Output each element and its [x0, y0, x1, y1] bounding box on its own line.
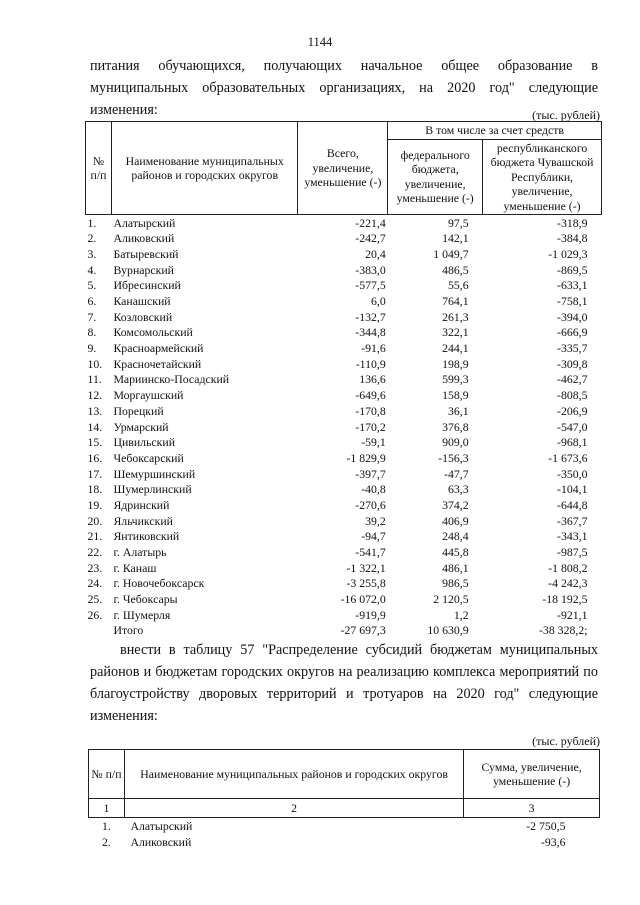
cell-name: г. Новочебоксарск	[113, 576, 205, 591]
cell-sum: -2 750,5	[526, 818, 566, 833]
cell-name: Урмарский	[113, 419, 169, 434]
cell-num: 26.	[87, 607, 103, 622]
cell-total: -91,6	[361, 341, 386, 356]
table-row	[86, 435, 602, 451]
cell-num: 8.	[87, 325, 97, 340]
table-row	[86, 356, 602, 372]
table-row	[86, 560, 602, 576]
t2-col-index-1: 1	[89, 799, 125, 818]
cell-name: Комсомольский	[113, 325, 193, 340]
cell-federal: 142,1	[442, 231, 469, 246]
cell-num: 1.	[102, 818, 111, 833]
cell-num: 18.	[87, 482, 103, 497]
table-row	[86, 450, 602, 466]
cell-republic: -547,0	[557, 419, 588, 434]
second-paragraph-text: внести в таблицу 57 "Распределение субсидий бюджетам муниципальных районов и бюджетам городских округов на реализацию комплекса мероприятий по благоустройству дворовых территорий и тротуаров на 2020 год" следующие изменения:	[90, 642, 598, 724]
cell-name: Моргаушский	[113, 388, 184, 403]
cell-total: -1 829,9	[346, 450, 386, 465]
cell-total: 136,6	[359, 372, 386, 387]
header-num: № п/п	[86, 122, 112, 215]
cell-num: 13.	[87, 403, 103, 418]
table-row	[86, 544, 602, 560]
cell-num: 25.	[87, 592, 103, 607]
table-row	[86, 482, 602, 498]
cell-federal: 2 120,5	[433, 592, 469, 607]
cell-name: Итого	[113, 623, 144, 638]
header-federal: федерального бюджета, увеличение, уменьшение (-)	[388, 139, 483, 215]
cell-republic: -1 029,3	[548, 246, 588, 261]
cell-federal: 376,8	[442, 419, 469, 434]
cell-republic: -869,5	[557, 262, 588, 277]
table1-unit: (тыс. рублей)	[532, 108, 600, 122]
cell-num: 2.	[102, 834, 111, 849]
cell-num: 21.	[87, 529, 103, 544]
t2-header-name: Наименование муниципальных районов и городских округов	[124, 750, 463, 799]
cell-republic: -335,7	[557, 341, 588, 356]
subsidy-changes-table	[85, 121, 602, 639]
cell-num: 15.	[87, 435, 103, 450]
header-total: Всего, увеличение, уменьшение (-)	[298, 122, 388, 215]
cell-federal: 158,9	[442, 388, 469, 403]
cell-name: Шемуршинский	[113, 466, 196, 481]
cell-name: Янтиковский	[113, 529, 180, 544]
cell-total: -170,8	[355, 403, 386, 418]
table-row	[86, 231, 602, 247]
t2-header-num: № п/п	[89, 750, 125, 799]
cell-federal: -156,3	[438, 450, 469, 465]
cell-name: г. Шумерля	[113, 607, 171, 622]
cell-total: -1 322,1	[346, 560, 386, 575]
cell-total: -27 697,3	[340, 623, 386, 638]
cell-federal: 445,8	[442, 545, 469, 560]
cell-federal: 10 630,9	[427, 623, 469, 638]
cell-total: -577,5	[355, 278, 386, 293]
cell-num: 5.	[87, 278, 97, 293]
intro-paragraph: питания обучающихся, получающих начальное общее образование в муниципальных образовательных организациях, на 2020 год" следующие изменения:	[90, 58, 598, 118]
cell-federal: 599,3	[442, 372, 469, 387]
cell-name: Канашский	[113, 294, 171, 309]
cell-republic: -666,9	[557, 325, 588, 340]
cell-num: 4.	[87, 262, 97, 277]
cell-federal: 261,3	[442, 309, 469, 324]
cell-republic: -462,7	[557, 372, 588, 387]
cell-federal: 909,0	[442, 435, 469, 450]
table2-unit: (тыс. рублей)	[532, 734, 600, 748]
cell-republic: -384,8	[557, 231, 588, 246]
cell-republic: -633,1	[557, 278, 588, 293]
cell-republic: -104,1	[557, 482, 588, 497]
table-row	[86, 293, 602, 309]
cell-name: Яльчикский	[113, 513, 173, 528]
cell-name: Порецкий	[113, 403, 164, 418]
cell-federal: 248,4	[442, 529, 469, 544]
table-row	[86, 623, 602, 639]
cell-name: Цивильский	[113, 435, 176, 450]
cell-name: Красноармейский	[113, 341, 204, 356]
table-row	[86, 325, 602, 341]
table-row	[86, 372, 602, 388]
cell-republic: -758,1	[557, 294, 588, 309]
cell-federal: 374,2	[442, 497, 469, 512]
table-row	[86, 513, 602, 529]
cell-total: -221,4	[355, 215, 386, 230]
cell-name: Чебоксарский	[113, 450, 184, 465]
cell-total: -40,8	[361, 482, 386, 497]
cell-num	[86, 623, 112, 639]
cell-republic: -350,0	[557, 466, 588, 481]
cell-total: -242,7	[355, 231, 386, 246]
t2-header-sum: Сумма, увеличение, уменьшение (-)	[464, 750, 600, 799]
cell-num: 23.	[87, 560, 103, 575]
cell-federal: 1 049,7	[433, 246, 469, 261]
cell-name: Алатырский	[113, 215, 176, 230]
cell-federal: 764,1	[442, 294, 469, 309]
cell-republic: -921,1	[557, 607, 588, 622]
cell-republic: -644,8	[557, 497, 588, 512]
table-row	[86, 466, 602, 482]
cell-republic: -18 192,5	[542, 592, 588, 607]
cell-federal: 1,2	[453, 607, 469, 622]
cell-num: 9.	[87, 341, 97, 356]
cell-republic: -343,1	[557, 529, 588, 544]
cell-num: 12.	[87, 388, 103, 403]
cell-num: 14.	[87, 419, 103, 434]
cell-total: -383,0	[355, 262, 386, 277]
cell-total: -397,7	[355, 466, 386, 481]
cell-republic: -1 808,2	[548, 560, 588, 575]
cell-federal: 63,3	[447, 482, 469, 497]
cell-republic: -4 242,3	[548, 576, 588, 591]
cell-name: Красночетайский	[113, 356, 202, 371]
t2-col-index-3: 3	[464, 799, 600, 818]
table-row	[86, 309, 602, 325]
cell-federal: -47,7	[444, 466, 469, 481]
cell-num: 7.	[87, 309, 97, 324]
table-row	[86, 497, 602, 513]
cell-name: Вурнарский	[113, 262, 174, 277]
cell-name: Аликовский	[113, 231, 175, 246]
cell-republic: -318,9	[557, 215, 588, 230]
cell-num: 6.	[87, 294, 97, 309]
cell-sum: -93,6	[540, 834, 566, 849]
cell-name: Мариинско-Посадский	[113, 372, 230, 387]
cell-num: 19.	[87, 497, 103, 512]
cell-republic: -987,5	[557, 545, 588, 560]
cell-republic: -367,7	[557, 513, 588, 528]
cell-republic: -394,0	[557, 309, 588, 324]
cell-total: -3 255,8	[346, 576, 386, 591]
header-republic: республиканского бюджета Чувашской Республики, увеличение, уменьшение (-)	[483, 139, 602, 215]
cell-name: Шумерлинский	[113, 482, 192, 497]
table-row	[86, 403, 602, 419]
cell-name: г. Чебоксары	[113, 592, 178, 607]
cell-total: -132,7	[355, 309, 386, 324]
table-row	[86, 607, 602, 623]
cell-name: Алатырский	[130, 818, 193, 833]
cell-total: 20,4	[365, 246, 386, 261]
table-row	[89, 834, 600, 850]
table-row	[86, 262, 602, 278]
second-paragraph	[90, 639, 598, 727]
table-row	[86, 246, 602, 262]
cell-federal: 97,5	[447, 215, 469, 230]
cell-republic: -808,5	[557, 388, 588, 403]
cell-num: 2.	[87, 231, 97, 246]
header-name: Наименование муниципальных районов и городских округов	[111, 122, 298, 215]
cell-total: -94,7	[361, 529, 386, 544]
cell-republic: -1 673,6	[548, 450, 588, 465]
cell-republic: -968,1	[557, 435, 588, 450]
cell-num: 20.	[87, 513, 103, 528]
cell-num: 17.	[87, 466, 103, 481]
header-group: В том числе за счет средств	[388, 122, 602, 140]
cell-num: 10.	[87, 356, 103, 371]
cell-num: 22.	[87, 545, 103, 560]
cell-total: -59,1	[361, 435, 386, 450]
table-row	[86, 576, 602, 592]
cell-total: -541,7	[355, 545, 386, 560]
cell-total: 6,0	[371, 294, 386, 309]
cell-num: 11.	[87, 372, 102, 387]
cell-federal: 406,9	[442, 513, 469, 528]
cell-total: -170,2	[355, 419, 386, 434]
cell-total: -16 072,0	[340, 592, 386, 607]
cell-total: -110,9	[355, 356, 386, 371]
cell-federal: 198,9	[442, 356, 469, 371]
courtyard-subsidy-table	[88, 749, 600, 850]
cell-num: 24.	[87, 576, 103, 591]
cell-federal: 36,1	[447, 403, 469, 418]
table-row	[86, 419, 602, 435]
cell-name: г. Канаш	[113, 560, 157, 575]
table-row	[86, 592, 602, 608]
cell-name: г. Алатырь	[113, 545, 167, 560]
cell-name: Ибресинский	[113, 278, 181, 293]
cell-federal: 322,1	[442, 325, 469, 340]
cell-federal: 486,5	[442, 262, 469, 277]
cell-federal: 486,1	[442, 560, 469, 575]
table-row	[86, 341, 602, 357]
cell-total: 39,2	[365, 513, 386, 528]
cell-federal: 55,6	[447, 278, 469, 293]
page-number: 1144	[307, 35, 333, 49]
table-row	[89, 818, 600, 835]
cell-name: Батыревский	[113, 246, 179, 261]
table-row	[86, 278, 602, 294]
cell-num: 16.	[87, 450, 103, 465]
cell-name: Ядринский	[113, 497, 170, 512]
table-row	[86, 388, 602, 404]
cell-total: -344,8	[355, 325, 386, 340]
cell-total: -649,6	[355, 388, 386, 403]
cell-federal: 986,5	[442, 576, 469, 591]
cell-name: Аликовский	[130, 834, 192, 849]
t2-col-index-2: 2	[124, 799, 463, 818]
cell-num: 1.	[87, 215, 97, 230]
table-row	[86, 215, 602, 231]
cell-name: Козловский	[113, 309, 173, 324]
cell-republic: -309,8	[557, 356, 588, 371]
cell-num: 3.	[87, 246, 97, 261]
cell-republic: -206,9	[557, 403, 588, 418]
table-row	[86, 529, 602, 545]
cell-total: -919,9	[355, 607, 386, 622]
cell-federal: 244,1	[442, 341, 469, 356]
cell-total: -270,6	[355, 497, 386, 512]
cell-republic: -38 328,2;	[539, 623, 588, 638]
